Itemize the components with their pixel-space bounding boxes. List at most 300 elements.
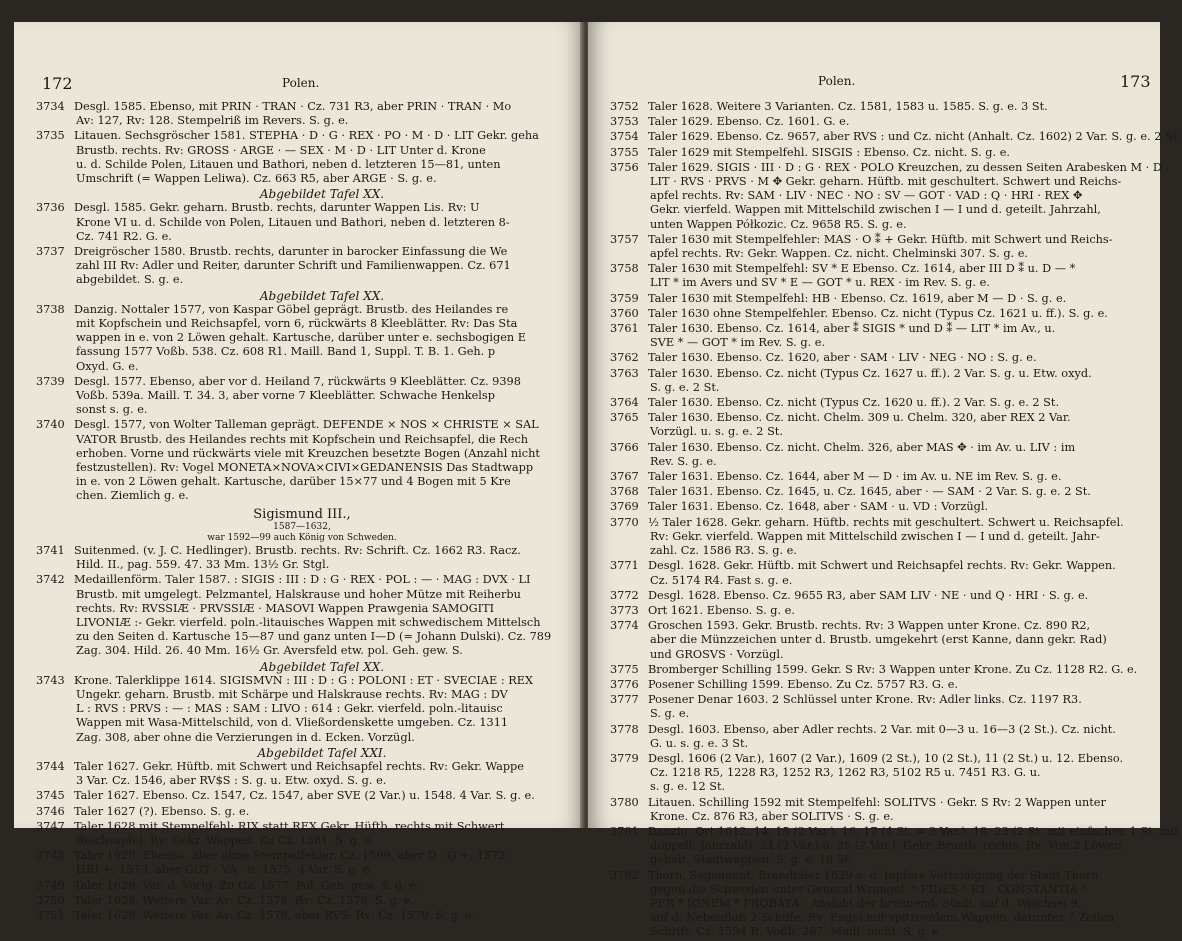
- catalog-entry: [610, 262, 1140, 290]
- entry-text-line: [610, 130, 1181, 144]
- entry-text-line: [36, 630, 568, 644]
- entry-text-line: [610, 604, 1140, 618]
- catalog-entries: [610, 100, 1181, 941]
- entry-text-line: [610, 810, 1140, 824]
- plate-reference: Abgebildet Tafel XX.: [259, 187, 385, 202]
- entry-text-line: [36, 331, 568, 345]
- entry-text: L : RVS : PRVS : — : MAS : SAM : LIVO : 614 : Gekr. vierfeld. poln.-litauisc: [76, 702, 503, 716]
- entry-number: 3750: [36, 893, 65, 907]
- entry-text: sonst s. g. e.: [76, 403, 148, 417]
- entry-text: Suitenmed. (v. J. C. Hedlinger). Brustb. rechts. Rv: Schrift. Cz. 1662 R3. Racz.: [74, 543, 521, 557]
- entry-text: Taler 1631. Ebenso. Cz. 1644, aber M — D · im Av. u. NE im Rev. S. g. e.: [648, 470, 1062, 484]
- entry-text-line: [36, 834, 568, 848]
- entry-text: apfel rechts. Rv: Gekr. Wappen. Cz. nicht. Chelminski 307. S. g. e.: [650, 247, 1029, 261]
- catalog-entry: [36, 245, 568, 288]
- catalog-entry: [610, 824, 1179, 868]
- catalog-entry: [610, 233, 1140, 261]
- entry-text: Taler 1628. Weitere 3 Varianten. Cz. 1581, 1583 u. 1585. S. g. e. 3 St.: [648, 100, 1048, 113]
- entry-text-line: [610, 737, 1140, 751]
- catalog-entry: [610, 796, 1140, 824]
- plate-reference: Abgebildet Tafel XX.: [259, 659, 385, 674]
- plate-reference: Abgebildet Tafel XXI.: [257, 745, 387, 760]
- entry-number: 3779: [610, 751, 639, 765]
- entry-text-line: [36, 144, 568, 158]
- entry-text: Taler 1630. Ebenso. Cz. nicht (Typus Cz. 1620 u. ff.). 2 Var. S. g. e. 2 St.: [648, 396, 1060, 410]
- entry-text: apfel rechts. Rv: SAM · LIV · NEC · NO : SV — GOT · VAD : Q · HRI · REX ✥: [650, 189, 1083, 203]
- entry-text-line: [610, 307, 1140, 321]
- entry-text: Thorn. Sogenannt. Brandtaler 1629 a. d. tapfere Verteidigung der Stadt Thorn: [648, 868, 1099, 882]
- entry-text: Gekr. vierfeld. Wappen mit Mittelschild zwischen I — I und d. geteilt. Jahrzahl,: [650, 203, 1101, 217]
- entry-text: S. g. e.: [650, 707, 690, 721]
- entry-text-line: [36, 674, 568, 688]
- catalog-entry: [610, 693, 1140, 721]
- entry-text: Taler 1628. Ebenso, aber ohne Stempelfehler. Cz. 1569, aber D : G +, 1572,: [74, 849, 510, 863]
- entry-number: 3778: [610, 722, 639, 736]
- entry-text: Brustb. rechts. Rv: GROSS · ARGE · — SEX · M · D · LIT Unter d. Krone: [76, 143, 486, 157]
- entry-text: Oxyd. G. e.: [76, 359, 139, 373]
- entry-text: Taler 1630 mit Stempelfehler: MAS · O ⁑ + Gekr. Hüftb. mit Schwert und Reichs-: [648, 232, 1113, 246]
- entry-text: zahl. Cz. 1586 R3. S. g. e.: [650, 544, 797, 558]
- entry-text-line: [36, 230, 568, 244]
- entry-text: Reichsapfel. Rv: Gekr. Wappen. Zu Cz. 1581. S. g. e.: [76, 833, 375, 847]
- entry-text: Rev. S. g. e.: [650, 454, 717, 468]
- entry-text: doppelt. Jahrzahl), 24 (2 Var.) u. 25 (2 Var.). Gekr. Brustb. rechts. Rv: Von 2 Löwen: [650, 839, 1122, 853]
- entry-number: 3776: [610, 677, 639, 691]
- entry-text-line: [610, 824, 1179, 839]
- entry-text-line: [610, 485, 1140, 499]
- catalog-entry: [610, 441, 1140, 469]
- entry-text-line: [36, 158, 568, 172]
- entry-text-line: [36, 849, 568, 863]
- entry-text-line: [610, 500, 1140, 514]
- catalog-entry: [36, 418, 568, 503]
- catalog-entry: [610, 604, 1140, 618]
- catalog-entry: [610, 292, 1140, 306]
- entry-text-line: [36, 114, 568, 128]
- entry-text: Taler 1631. Ebenso. Cz. 1648, aber · SAM · u. VD : Vorzügl.: [648, 500, 989, 514]
- entry-number: 3777: [610, 693, 639, 707]
- entry-text-line: [610, 752, 1140, 766]
- entry-text-line: [610, 336, 1140, 350]
- entry-text-line: [610, 322, 1140, 336]
- entry-text: 3 Var. Cz. 1546, aber RV$S : S. g. u. Etw. oxyd. S. g. e.: [76, 774, 387, 788]
- entry-number: 3739: [36, 374, 65, 388]
- entry-text-line: [36, 375, 568, 389]
- entry-number: 3754: [610, 130, 639, 144]
- entry-number: 3780: [610, 795, 639, 809]
- entry-text: Taler 1630. Ebenso. Cz. nicht (Typus Cz. 1627 u. ff.). 2 Var. S. g. u. Etw. oxyd.: [648, 366, 1092, 380]
- entry-text: Cz. 741 R2. G. e.: [76, 229, 172, 243]
- entry-text-line: [610, 160, 1170, 175]
- entry-text: zu den Seiten d. Kartusche 15—87 und ganz unten I—D (= Johann Dulski). Cz. 789: [76, 630, 552, 644]
- entry-text: Taler 1628 mit Stempelfehl: RIX statt REX Gekr. Hüftb. rechts mit Schwert: [74, 819, 505, 833]
- catalog-entry: [36, 201, 568, 244]
- entry-text: Desgl. 1577, von Wolter Talleman geprägt. DEFENDE × NOS × CHRISTE × SAL: [74, 418, 539, 432]
- entry-text: Taler 1630. Ebenso. Cz. nicht. Chelm. 326, aber MAS ✥ · im Av. u. LIV : im: [648, 440, 1076, 454]
- entry-number: 3761: [610, 322, 639, 336]
- entry-number: 3756: [610, 160, 639, 174]
- entry-text-line: [36, 172, 568, 186]
- entry-text: erhoben. Vorne und rückwärts viele mit Kreuzchen besetzte Bogen (Anzahl nicht: [76, 446, 540, 460]
- catalog-entry: [36, 760, 568, 788]
- entry-number: 3781: [610, 824, 639, 838]
- entry-text-line: [36, 216, 568, 230]
- entry-text: Litauen. Schilling 1592 mit Stempelfehl: SOLITVS · Gekr. S Rv: 2 Wappen unter: [648, 795, 1106, 809]
- entry-text-line: [36, 475, 568, 489]
- entry-text-line: [610, 633, 1140, 647]
- entry-text: und GROSVS · Vorzügl.: [650, 647, 784, 661]
- catalog-entry: [610, 500, 1140, 514]
- entry-number: 3766: [610, 440, 639, 454]
- entry-number: 3736: [36, 201, 65, 215]
- catalog-entry: [36, 879, 568, 893]
- entry-text-line: [610, 175, 1140, 189]
- entry-text-line: [36, 273, 568, 287]
- entry-number: 3735: [36, 129, 65, 143]
- entry-text-line: [610, 663, 1140, 677]
- catalog-entry: [610, 115, 1140, 129]
- entry-text-line: [610, 780, 1140, 794]
- entry-text: Cz. 5174 R4. Fast s. g. e.: [650, 573, 793, 587]
- entry-text-line: [610, 115, 1140, 129]
- entry-text-line: [36, 588, 568, 602]
- entry-text-line: [36, 447, 568, 461]
- right-page: [588, 22, 1181, 939]
- entry-text: Taler 1628. Weitere Var. Av: Cz. 1578, aber RVS: Rv: Cz. 1579. S. g. e.: [74, 908, 476, 922]
- catalog-entry: [610, 130, 1181, 144]
- catalog-entry: [610, 146, 1140, 160]
- entry-text: Posener Schilling 1599. Ebenso. Zu Cz. 5757 R3. G. e.: [648, 677, 959, 691]
- entry-number: 3741: [36, 543, 65, 557]
- catalog-entry: [610, 396, 1140, 410]
- entry-text: LIVONIÆ :- Gekr. vierfeld. poln.-litauisches Wappen mit schwedischem Mittelsch: [76, 615, 541, 629]
- entry-text: Krone. Cz. 876 R3, aber SOLITVS · S. g. e.: [650, 809, 894, 823]
- entry-text-line: [36, 805, 568, 819]
- entry-text-line: [610, 648, 1140, 662]
- entry-text-line: [610, 766, 1140, 780]
- entry-text: Desgl. 1628. Ebenso. Cz. 9655 R3, aber SAM LIV · NE · und Q · HRI · S. g. e.: [648, 588, 1089, 602]
- entry-text-line: [610, 619, 1140, 633]
- entry-text: Taler 1629. Ebenso. Cz. 9657, aber RVS : und Cz. nicht (Anhalt. Cz. 1602) 2 Var. S. g. e. 2 St.: [648, 130, 1181, 144]
- entry-text-line: [36, 245, 568, 259]
- entry-text-line: [36, 489, 568, 503]
- entry-text-line: [36, 403, 568, 417]
- catalog-entry: [610, 723, 1140, 751]
- entry-number: 3751: [36, 908, 65, 922]
- entry-text-line: [610, 574, 1140, 588]
- entry-text: Taler 1629. Ebenso. Cz. 1601. G. e.: [648, 115, 850, 129]
- entry-text-line: [36, 616, 568, 630]
- entry-number: 3740: [36, 418, 65, 432]
- page-number: 173: [1120, 72, 1151, 91]
- entry-text: Medaillenförm. Taler 1587. : SIGIS : III : D : G · REX · POL : — · MAG : DVX · LI: [74, 573, 531, 587]
- entry-text-line: [610, 351, 1140, 365]
- entry-text: Litauen. Sechsgröscher 1581. STEPHA · D · G · REX · PO · M · D · LIT Gekr. geha: [74, 129, 539, 143]
- entry-text-line: [610, 146, 1140, 160]
- entry-text-line: [36, 389, 568, 403]
- entry-text-line: [610, 233, 1140, 247]
- entry-text: Taler 1627. Ebenso. Cz. 1547, Cz. 1547, aber SVE (2 Var.) u. 1548. 4 Var. S. g. e.: [74, 789, 535, 803]
- entry-text-line: [36, 360, 568, 374]
- entry-text: festzustellen). Rv: Vogel MONETA×NOVA×CIVI×GEDANENSIS Das Stadtwapp: [76, 461, 534, 475]
- catalog-entry: [610, 619, 1140, 662]
- entry-text-line: [610, 292, 1140, 306]
- entry-text: Taler 1627 (?). Ebenso. S. g. e.: [74, 804, 250, 818]
- entry-number: 3769: [610, 500, 639, 514]
- entry-text-line: [610, 839, 1140, 853]
- entry-number: 3748: [36, 849, 65, 863]
- section-heading: Sigismund III.,: [253, 506, 351, 522]
- entry-text: u. d. Schilde Polen, Litauen und Bathori, neben d. letzteren 15—81, unten: [76, 157, 501, 171]
- entry-text: Krone VI u. d. Schilde von Polen, Litauen und Bathori, neben d. letzteren 8-: [76, 215, 510, 229]
- entry-number: 3759: [610, 291, 639, 305]
- entry-text: Taler 1630 mit Stempelfehl: SV * E Ebenso. Cz. 1614, aber III D ⁑ u. D — *: [648, 262, 1076, 276]
- left-page: [14, 22, 584, 922]
- entry-text: Danzig. Ort 1612, 14, 15 (2 Var.), 16, 17 (4 St. = 3 Var.), 18, 23 (2 St. mit einfacher, 1 St. mit: [648, 824, 1179, 838]
- entry-text-line: [610, 276, 1140, 290]
- entry-number: 3768: [610, 485, 639, 499]
- entry-text: HRI +, 1573, aber GOT · VA · u. 1575. 4 Var. S. g. e.: [76, 863, 374, 877]
- entry-text-line: [36, 789, 568, 803]
- entry-text: in e. von 2 Löwen gehalt. Kartusche, darüber 15×77 und 4 Bogen mit 5 Kre: [76, 475, 511, 489]
- catalog-entry: [610, 516, 1140, 559]
- entry-number: 3767: [610, 470, 639, 484]
- catalog-entry: [36, 789, 568, 803]
- catalog-entry: [36, 303, 568, 374]
- entry-text: Dreigröscher 1580. Brustb. rechts, darunter in barocker Einfassung die We: [74, 245, 508, 259]
- entry-number: 3760: [610, 306, 639, 320]
- entry-number: 3765: [610, 411, 639, 425]
- entry-text: Taler 1629 mit Stempelfehl. SISGIS : Ebenso. Cz. nicht. S. g. e.: [648, 145, 1010, 159]
- entry-text-line: [36, 544, 568, 558]
- catalog-entry: [36, 820, 568, 848]
- catalog-entry: [610, 559, 1140, 587]
- entry-text: abgebildet. S. g. e.: [76, 273, 184, 287]
- entry-text-line: [36, 894, 568, 908]
- entry-text-line: [610, 559, 1140, 573]
- catalog-entry: [610, 589, 1140, 603]
- catalog-entry: [610, 678, 1140, 692]
- entry-text-line: [610, 411, 1140, 425]
- entry-text: PER * IGNEM * PROBATA : Ansicht der brennend. Stadt, auf d. Weichsel 9,: [650, 896, 1082, 910]
- entry-text: Taler 1630. Ebenso. Cz. nicht. Chelm. 309 u. Chelm. 320, aber REX 2 Var.: [648, 411, 1071, 425]
- entry-text: Groschen 1593. Gekr. Brustb. rechts. Rv: 3 Wappen unter Krone. Cz. 890 R2,: [648, 619, 1091, 633]
- entry-text: S. g. e. 2 St.: [650, 380, 720, 394]
- entry-text-line: [610, 853, 1140, 867]
- entry-text: unten Wappen Półkozic. Cz. 9658 R5. S. g. e.: [650, 217, 907, 231]
- entry-text-line: [36, 129, 568, 143]
- entry-text-line: [36, 461, 568, 475]
- entry-number: 3747: [36, 819, 65, 833]
- catalog-entry: [36, 573, 568, 658]
- entry-text: Rv: Gekr. vierfeld. Wappen mit Mittelschild zwischen I — I und d. geteilt. Jahr-: [650, 529, 1100, 543]
- reign-dates: 1587—1632,: [273, 521, 331, 532]
- entry-number: 3763: [610, 366, 639, 380]
- entry-text-line: [36, 201, 568, 215]
- entry-number: 3743: [36, 673, 65, 687]
- entry-text-line: [610, 707, 1140, 721]
- entry-text: Desgl. 1628. Gekr. Hüftb. mit Schwert und Reichsapfel rechts. Rv: Gekr. Wappen.: [648, 559, 1116, 573]
- catalog-entry: [610, 307, 1140, 321]
- entry-text-line: [36, 716, 568, 730]
- entry-text-line: [36, 688, 568, 702]
- entry-text-line: [36, 909, 568, 923]
- entry-text: VATOR Brustb. des Heilandes rechts mit Kopfschein und Reichsapfel, die Rech: [76, 432, 529, 446]
- entry-text: Desgl. 1577. Ebenso, aber vor d. Heiland 7, rückwärts 9 Kleeblätter. Cz. 9398: [74, 374, 521, 388]
- entry-number: 3757: [610, 232, 639, 246]
- catalog-entry: [36, 805, 568, 819]
- entry-text: aber die Münzzeichen unter d. Brustb. umgekehrt (erst Kanne, dann gekr. Rad): [650, 633, 1107, 647]
- entry-text: Zag. 308, aber ohne die Verzierungen in d. Ecken. Vorzügl.: [76, 730, 415, 744]
- entry-text: Danzig. Nottaler 1577, von Kaspar Göbel geprägt. Brustb. des Heilandes re: [74, 302, 509, 316]
- entry-text: auf d. Nebenfluß 2 Schiffe. Rv: Engel mit spitzovalem Wappen, darunter 7 Zeilen: [650, 911, 1115, 925]
- entry-text-line: [610, 218, 1140, 232]
- entry-text-line: [610, 247, 1140, 261]
- entry-text: Zag. 304. Hild. 26. 40 Mm. 16½ Gr. Aversfeld etw. pol. Geh. gew. S.: [76, 644, 463, 658]
- entry-number: 3742: [36, 573, 65, 587]
- entry-text-line: [36, 602, 568, 616]
- entry-number: 3745: [36, 789, 65, 803]
- running-title: Polen.: [282, 76, 320, 90]
- catalog-entry: [610, 367, 1140, 395]
- entry-text-line: [36, 433, 568, 447]
- entry-text: Taler 1629. SIGIS · III · D : G · REX · POLO Kreuzchen, zu dessen Seiten Arabesken M · D :: [648, 160, 1170, 174]
- entry-number: 3744: [36, 759, 65, 773]
- entry-number: 3753: [610, 115, 639, 129]
- entry-text-line: [610, 425, 1140, 439]
- entry-text: Desgl. 1606 (2 Var.), 1607 (2 Var.), 1609 (2 St.), 10 (2 St.), 11 (2 St.) u. 12. Ebenso.: [648, 751, 1124, 765]
- catalog-entry: [36, 894, 568, 908]
- entry-number: 3775: [610, 662, 639, 676]
- entry-text: Voßb. 539a. Maill. T. 34. 3, aber vorne 7 Kleeblätter. Schwache Henkelsp: [76, 389, 495, 403]
- entry-text: Taler 1631. Ebenso. Cz. 1645, u. Cz. 1645, aber · — SAM · 2 Var. S. g. e. 2 St.: [648, 485, 1091, 499]
- entry-text: Cz. 1218 R5, 1228 R3, 1252 R3, 1262 R3, 5102 R5 u. 7451 R3. G. u.: [650, 766, 1041, 780]
- entry-text: Schrift. Cz. 1594 R. Voßb. 267. Maill. nicht. S. g. e.: [650, 925, 943, 939]
- entry-text: Taler 1628. Weitere Var. Av: Cz. 1578, Rv: Cz. 1579. S. g. e.: [74, 893, 415, 907]
- entry-text-line: [36, 558, 568, 572]
- entry-text-line: [610, 381, 1140, 395]
- entry-number: 3773: [610, 603, 639, 617]
- entry-text: Taler 1628. Var. d. Vorig. Zu Cz. 1577. Pol. Geh. gew. S. g. e.: [74, 878, 420, 892]
- entry-text-line: [610, 396, 1140, 410]
- entry-text-line: [36, 345, 568, 359]
- entry-number: 3755: [610, 145, 639, 159]
- entry-text-line: [610, 925, 1140, 939]
- entry-number: 3752: [610, 100, 639, 113]
- catalog-entry: [610, 160, 1170, 232]
- entry-text: s. g. e. 12 St.: [650, 780, 726, 794]
- entry-text-line: [610, 262, 1140, 276]
- entry-text-line: [36, 760, 568, 774]
- entry-text: fassung 1577 Voßb. 538. Cz. 608 R1. Maill. Band 1, Suppl. T. B. 1. Geh. p: [76, 345, 496, 359]
- entry-text: SVE * — GOT * im Rev. S. g. e.: [650, 336, 826, 350]
- entry-text: Brustb. mit umgelegt. Pelzmantel, Halskrause und hoher Mütze mit Reiherbu: [76, 587, 521, 601]
- catalog-entry: [610, 663, 1140, 677]
- running-title: Polen.: [818, 74, 856, 88]
- entry-text: mit Kopfschein und Reichsapfel, vorn 6, rückwärts 8 Kleeblätter. Rv: Das Sta: [76, 317, 518, 331]
- catalog-entry: [36, 129, 568, 186]
- entry-text-line: [36, 774, 568, 788]
- entry-text: Umschrift (= Wappen Leliwa). Cz. 663 R5, aber ARGE · S. g. e.: [76, 172, 437, 186]
- entry-text: LIT * im Avers und SV * E — GOT * u. REX · im Rev. S. g. e.: [650, 276, 990, 290]
- entry-text-line: [610, 189, 1140, 203]
- entry-number: 3762: [610, 351, 639, 365]
- catalog-entry: [610, 411, 1140, 439]
- entry-text-line: [610, 723, 1140, 737]
- entry-text: gehalt. Stadtwappen. S. g. e. 18 St.: [650, 853, 853, 867]
- entry-text-line: [610, 441, 1140, 455]
- entry-text-line: [36, 100, 568, 114]
- entry-text: Posener Denar 1603. 2 Schlüssel unter Krone. Rv: Adler links. Cz. 1197 R3.: [648, 693, 1082, 707]
- entry-number: 3758: [610, 262, 639, 276]
- entry-text-line: [610, 544, 1140, 558]
- entry-text-line: [36, 573, 568, 587]
- entry-number: 3770: [610, 515, 639, 529]
- catalog-entry: [36, 544, 568, 572]
- catalog-entry: [610, 752, 1140, 795]
- entry-text: Krone. Talerklippe 1614. SIGISMVN : III : D : G : POLONI : ET · SVECIAE : REX: [74, 673, 534, 687]
- reign-note: war 1592—99 auch König von Schweden.: [207, 532, 397, 543]
- entry-text-line: [610, 911, 1140, 925]
- catalog-entry: [610, 485, 1140, 499]
- entry-text-line: [36, 702, 568, 716]
- catalog-entry: [610, 100, 1140, 114]
- entry-text-line: [610, 883, 1140, 897]
- catalog-entry: [36, 849, 568, 877]
- entry-text: Ort 1621. Ebenso. S. g. e.: [648, 603, 795, 617]
- entry-text: Taler 1630 mit Stempelfehl: HB · Ebenso. Cz. 1619, aber M — D · S. g. e.: [648, 291, 1067, 305]
- entry-number: 3749: [36, 878, 65, 892]
- entry-text: chen. Ziemlich g. e.: [76, 489, 189, 503]
- entry-text: gegen die Schweden unter General Wrangel. * FIDES * ET · CONSTANTIA *: [650, 882, 1088, 896]
- entry-number: 3738: [36, 302, 65, 316]
- entry-text: Taler 1630 ohne Stempelfehler. Ebenso. Cz. nicht (Typus Cz. 1621 u. ff.). S. g. e.: [648, 306, 1108, 320]
- entry-text-line: [610, 455, 1140, 469]
- entry-text: G. u. s. g. e. 3 St.: [650, 736, 749, 750]
- catalog-entries: [36, 100, 568, 924]
- catalog-entry: [610, 322, 1140, 350]
- entry-text: Vorzügl. u. s. g. e. 2 St.: [650, 425, 783, 439]
- entry-number: 3772: [610, 588, 639, 602]
- entry-text-line: [610, 203, 1140, 217]
- entry-number: 3771: [610, 559, 639, 573]
- entry-text-line: [610, 100, 1140, 114]
- catalog-entry: [36, 674, 568, 745]
- entry-text: Bromberger Schilling 1599. Gekr. S Rv: 3 Wappen unter Krone. Zu Cz. 1128 R2. G. e.: [648, 662, 1138, 676]
- entry-number: 3734: [36, 100, 65, 113]
- entry-text: rechts. Rv: RVSSIÆ · PRVSSIÆ · MASOVI Wappen Prawgenia SAMOGITI: [76, 601, 495, 615]
- entry-text: zahl III Rv: Adler und Reiter, darunter Schrift und Familienwappen. Cz. 671: [76, 259, 511, 273]
- entry-text-line: [610, 589, 1140, 603]
- entry-text-line: [36, 820, 568, 834]
- entry-text: Hild. II., pag. 559. 47. 33 Mm. 13½ Gr. Stgl.: [76, 558, 330, 572]
- plate-reference: Abgebildet Tafel XX.: [259, 288, 385, 303]
- entry-text-line: [36, 644, 568, 658]
- entry-text-line: [36, 863, 568, 877]
- entry-text-line: [36, 879, 568, 893]
- entry-text-line: [610, 678, 1140, 692]
- entry-text-line: [36, 418, 568, 432]
- entry-text-line: [610, 516, 1140, 530]
- entry-text: LIT · RVS · PRVS · M ✥ Gekr. geharn. Hüftb. mit geschultert. Schwert und Reichs-: [650, 175, 1122, 189]
- entry-text: Ungekr. geharn. Brustb. mit Schärpe und Halskrause rechts. Rv: MAG : DV: [76, 687, 508, 701]
- catalog-entry: [36, 375, 568, 418]
- entry-text-line: [610, 530, 1140, 544]
- entry-text: wappen in e. von 2 Löwen gehalt. Kartusche, darüber unter e. sechsbogigen E: [76, 331, 527, 345]
- entry-text-line: [610, 897, 1140, 911]
- entry-text-line: [610, 869, 1140, 883]
- entry-text: Taler 1630. Ebenso. Cz. 1614, aber ⁑ SIGIS * und D ⁑ — LIT * im Av., u.: [648, 322, 1056, 336]
